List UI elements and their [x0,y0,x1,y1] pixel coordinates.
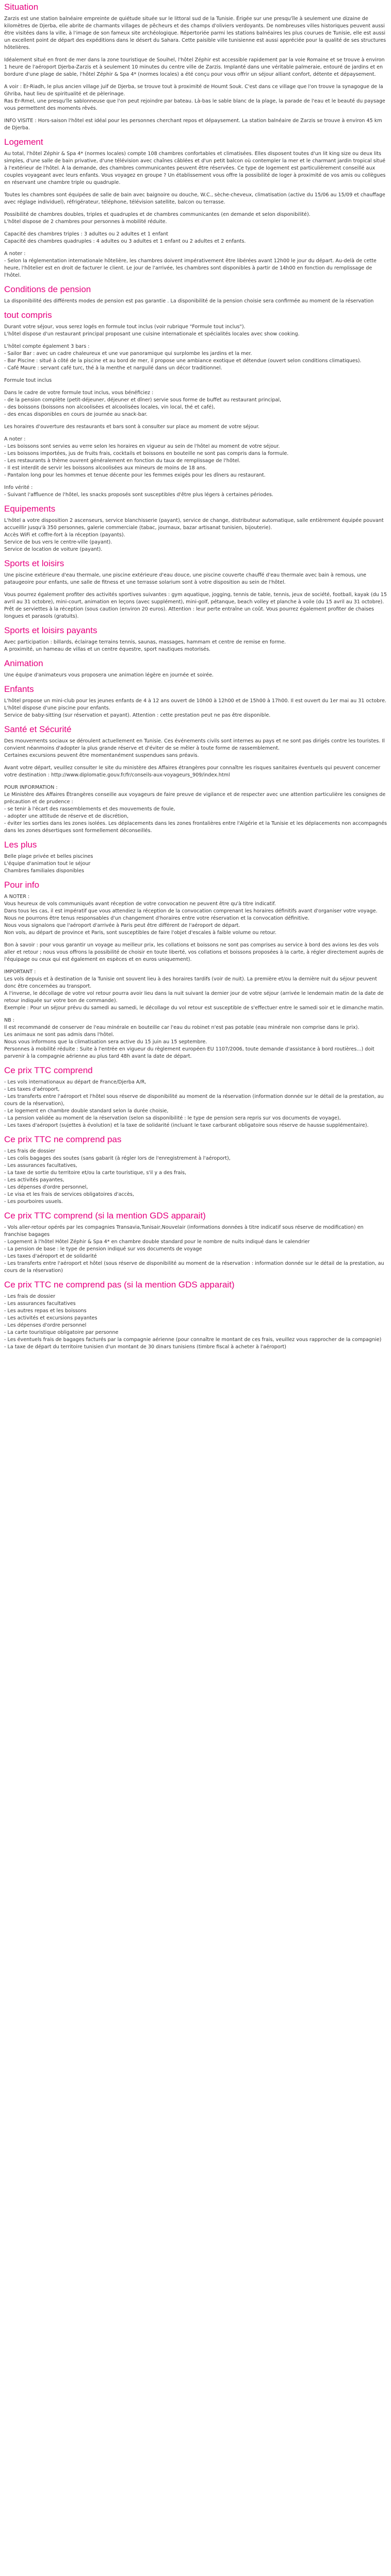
section-paragraph: L'hôtel propose un mini-club pour les jeunes enfants de 4 à 12 ans ouvert de 10h00 à 12h00 et de 15h00 à 17h00. Il est ouvert du 1er mai au 31 octobre. L'hôtel dispose d'une piscine pour enfants. Service de baby-sitting (sur réservation et payant). Attention : cette prestation peut ne pas être disponible. [4,698,387,718]
section-paragraph: Idéalement situé en front de mer dans la zone touristique de Souihel, l'hôtel Zéphir est accessible rapidement par la voie Romaine et se trouve à environ 1 heure de l'aéroport Djerba-Zarzis et à seulement 10 minutes du centre ville de Zarzis. Implanté dans une véritable palmeraie, entouré de jardins et en bordure d'une plage de sable, l'hôtel Zéphir & Spa 4* (normes locales) a été conçu pour vous offrir un séjour alliant confort, détente et dépaysement. [4,57,385,77]
section-paragraph: Avant votre départ, veuillez consulter le site du ministère des Affaires étrangères pour connaître les risques sanitaires éventuels qui peuvent concerner votre destination : http://www.diplomatie.gouv.fr/fr/conseils-aux-voyageurs_909/index.html [4,765,381,778]
section-paragraph: Les horaires d'ouverture des restaurants et bars sont à consulter sur place au moment de votre séjour. [4,424,260,430]
section-paragraph: Info vérité : - Suivant l'affluence de l'hôtel, les snacks proposés sont susceptibles d'être plus légers à certaines périodes. [4,485,273,498]
section-paragraph: Dans le cadre de votre formule tout inclus, vous bénéficiez : - de la pension complète (petit-déjeuner, déjeuner et dîner) servie sous forme de buffet au restaurant principal, - des boissons (boissons non alcoolisées et alcoolisées locales, vin local, thé et café), - des encas disponibles en cours de journée au snack-bar. [4,390,282,417]
section-paragraph: Des mouvements sociaux se déroulent actuellement en Tunisie. Ces événements civils sont internes au pays et ne sont pas dirigés contre les touristes. Il convient néanmoins d'adopter la plus grande réserve et d'éviter de se mêler à toute forme de rassemblement. Certaines excursions peuvent être momentanément suspendues sans préavis. [4,738,385,758]
section-enfants [4,684,387,719]
section-paragraph: La disponibilité des différents modes de pension est pas garantie . La disponibilité de la pension choisie sera confirmée au moment de la réservation [4,298,374,304]
section-logement [4,137,387,279]
section-paragraph: NB : Il est recommandé de conserver de l'eau minérale en bouteille car l'eau du robinet n'est pas potable (eau minérale non comprise dans le prix). Les animaux ne sont pas admis dans l'hôtel. Nous vous informons que la climatisation sera active du 15 juin au 15 septembre. Personnes à mobilité réduite : Suite à l'entrée en vigueur du règlement européen EU 1107/2006, toute demande d'assistance à bord routières...) doit parvenir à la compagnie aérienne au plus tard 48h avant la date de départ. [4,1018,374,1059]
section-paragraph: Durant votre séjour, vous serez logés en formule tout inclus (voir rubrique "Formule tout inclus"). L'hôtel dispose d'un restaurant principal proposant une cuisine internationale et spécialités locales avec show cooking. [4,324,300,337]
section-heading: Logement [4,137,43,147]
section-paragraph: L'hôtel a votre disposition 2 ascenseurs, service blanchisserie (payant), service de change, distributeur automatique, salle entièrement équipée pouvant accueillir jusqu'à 350 personnes, galerie commerciale (tabac, journaux, bazar artisanat tunisien, bijouterie). Accès WiFi et coffre-fort à la réception (payants). Service de bus vers le centre-ville (payant). Service de location de voiture (payant). [4,518,384,552]
section-paragraph: - Les frais de dossier - Les colis bagages des soutes (sans gabarit (à régler lors de l'enregistrement à l'aéroport), - Les assurances facultatives, - La taxe de sortie du territoire et/ou la carte touristique, s'il y a des frais, - Les activités payantes, - Les dépenses d'ordre personnel, - Le visa et les frais de services obligatoires d'accès, - Les pourboires usuels. [4,1148,231,1205]
section-heading: Ce prix TTC comprend [4,1065,93,1075]
section-heading: Situation [4,2,39,12]
section-paragraph: POUR INFORMATION : Le Ministère des Affaires Étrangères conseille aux voyageurs de faire preuve de vigilance et de respecter avec une attention particulière les consignes de précaution et de prudence : - se tenir à l'écart des rassemblements et des mouvements de foule, - adopter une attitude de réserve et de discrétion, - éviter les sorties dans les zones isolées. Les déplacements dans les zones frontalières entre l'Algérie et la Tunisie et les déplacements non accompagnés dans les zones désertiques sont formellement déconseillés. [4,785,387,834]
section-paragraph: A noter : - Les boissons sont servies au verre selon les horaires en vigueur au sein de l'hôtel au moment de votre séjour. - Les boissons importées, jus de fruits frais, cocktails et boissons en bouteille ne sont pas compris dans la formule. - Les restaurants à thème ouvrent généralement en fonction du taux de remplissage de l'hôtel. - Il est interdit de servir les boissons alcoolisées aux mineurs de moins de 18 ans. - Pantalon long pour les hommes et tenue décente pour les femmes exigés pour les dîners au restaurant. [4,436,289,478]
section-equipements [4,504,387,553]
section-heading: Sports et loisirs [4,558,64,568]
section-ce-prix-ttc-comprend [4,1065,387,1129]
section-paragraph: Zarzis est une station balnéaire empreinte de quiétude située sur le littoral sud de la Tunisie. Érigée sur une presqu'île à seulement une dizaine de kilomètres de Djerba, elle abrite de charmants villages de pêcheurs et des champs d'oliviers verdoyants. De nombreuses villes historiques peuvent aussi être visitées dans la ville, à l'image de son fameux site archéologique. Répertoriée parmi les stations balnéaires les plus courues de Tunisie, elle est aussi un excellent point de départ des expéditions dans le désert du Sahara. Cette paisible ville tunisienne est aussi appréciée pour la qualité de ses structures hôtelières. [4,16,386,50]
section-paragraph: A voir : Er-Riadh, le plus ancien village juif de Djerba, se trouve tout à proximité de Houmt Souk. C'est dans ce village que l'on trouve la synagogue de la Ghriba, haut lieu de spiritualité et de pèlerinage. Ras Er-Rmel, une presqu'île sablonneuse que l'on peut rejoindre par bateau. Là-bas le sable blanc de la plage, la parade de l'eau et le beauté du paysage vous permettent des moments rêvés. [4,84,385,111]
section-les-plus [4,840,387,875]
section-paragraph: Vous pourrez également profiter des activités sportives suivantes : gym aquatique, jogging, tennis de table, tennis, jeux de société, football, kayak (du 15 avril au 31 octobre), mini-court, animation en leçons (avec supplément), mini-golf, pétanque, beach volley et planche à voile (du 15 avril au 31 octobre). Prêt de serviettes à la réception (sous caution (environ 20 euros). Attention : leur perte entraîne un coût. Vous pourrez également profiter de chaises longues et parasols (gratuits). [4,592,387,619]
section-paragraph: Avec participation : billards, éclairage terrains tennis, saunas, massages, hammam et centre de remise en forme. A proximité, un hameau de villas et un centre équestre, sport nautiques motorisés. [4,639,286,652]
section-heading: tout compris [4,310,52,320]
section-paragraph: A NOTER : Vous heureux de vols communiqués avant réception de votre convocation ne peuvent être qu'à titre indicatif. Dans tous les cas, il est impératif que vous attendiez la réception de la convocation comprenant les horaires définitifs avant d'organiser votre voyage. Nous ne pourrons être tenus responsables d'un changement d'horaires entre votre réservation et la convocation définitive. Nous vous signalons que l'aéroport d'arrivée à Paris peut être différent de l'aéroport de départ. Non vols, au départ de province et Paris, sont susceptibles de faire l'objet d'escales à faible volume ou retour. [4,894,378,936]
section-heading: Ce prix TTC comprend (si la mention GDS apparait) [4,1211,206,1221]
section-sports-et-loisirs [4,558,387,620]
section-paragraph: Une piscine extérieure d'eau thermale, une piscine extérieure d'eau douce, une piscine couverte chauffé d'eau thermale avec bain à remous, une pataugeoire pour enfants, une salle de fitness et une terrasse solarium sont à votre disposition au sein de l'hôtel. [4,572,367,585]
section-paragraph: Une équipe d'animateurs vous proposera une animation légère en journée et soirée. [4,672,214,678]
section-paragraph: Formule tout inclus [4,378,52,383]
section-heading: Equipements [4,504,56,514]
section-heading: Ce prix TTC ne comprend pas (si la mention GDS apparait) [4,1280,235,1290]
section-paragraph: L'hôtel compte également 3 bars : - Sailor Bar : avec un cadre chaleureux et une vue panoramique qui surplombe les jardins et la mer. - Bar Piscine : situé à côté de la piscine et au bord de mer, il propose une ambiance exotique et détendue (ouvert selon conditions climatiques). - Café Maure : servant café turc, thé à la menthe et narguilé dans un décor traditionnel. [4,344,362,371]
section-paragraph: - Les vols internationaux au départ de France/Djerba A/R, - Les taxes d'aéroport, - Les transferts entre l'aéroport et l'hôtel sous réserve de disponibilité au moment de la réservation (information donnée sur le détail de la prestation, au cours de la réservation), - Le logement en chambre double standard selon la durée choisie, - La pension validée au moment de la réservation (selon sa disponibilité : le type de pension sera repris sur vos documents de voyage), - Les taxes d'aéroport (sujettes à évolution) et la taxe de solidarité (incluant le taxe carburant obligatoire sous réserve de hausse supplémentaire). [4,1079,384,1128]
section-heading: Animation [4,658,43,668]
section-situation [4,2,387,132]
section-paragraph: Bon à savoir : pour vous garantir un voyage au meilleur prix, les collations et boissons ne sont pas comprises au service à bord des avions les des vols aller et retour ; nous vous offrons la possibilité de choisir en toute liberté, vos collations et boissons proposées à la carte, à régler directement auprès de l'équipage ou ceux qui est également en espèces et en euros uniquement). [4,942,384,962]
section-ce-prix-ttc-ne-comprend-pas-si-la-mention-gds-apparait [4,1280,387,1351]
section-heading: Pour info [4,880,40,890]
section-paragraph: IMPORTANT : Les vols depuis et à destination de la Tunisie ont souvent lieu à des horaires tardifs (voir de nuit). La première et/ou la dernière nuit du séjour peuvent donc être concernées au transport. A l'inverse, le décollage de votre vol retour pourra avoir lieu dans la nuit suivant la dernier jour de votre séjour (arrivée le lendemain matin de la date de retour indiquée sur votre bon de commande). Exemple : Pour un séjour prévu du samedi au samedi, le décollage du vol retour est susceptible de s'effectuer entre le samedi soir et le dimanche matin. [4,969,384,1011]
section-paragraph: - Vols aller-retour opérés par les compagnies Transavia,Tunisair,Nouvelair (informations données à titre indicatif sous réserve de modification) en franchise bagages - Logement à l'hôtel Hôtel Zéphir & Spa 4* en chambre double standard pour le nombre de nuits indiqué dans le calendrier - La pension de base : le type de pension indiqué sur vos documents de voyage - Les taxes d'aéroport et de solidarité - Les transferts entre l'aéroport et hôtel (sous réserve de disponibilité au moment de la réservation : information donnée sur le détail de la prestation, au cours de la réservation) [4,1225,384,1274]
section-paragraph: - Les frais de dossier - Les assurances facultatives - Les autres repas et les boissons - Les activités et excursions payantes - Les dépenses d'ordre personnel - La carte touristique obligatoire par personne - Les éventuels frais de bagages facturés par la compagnie aérienne (pour connaître le montant de ces frais, veuillez vous rapprocher de la compagnie) - La taxe de départ du territoire tunisien d'un montant de 30 dinars tunisiens (timbre fiscal à acheter à l'aéroport) [4,1294,382,1350]
section-paragraph: A noter : - Selon la réglementation internationale hôtelière, les chambres doivent impérativement être libérées avant 12h00 le jour du départ. Au-delà de cette heure, l'hôtelier est en droit de facturer le client. Le jour de l'arrivée, les chambres sont disponibles à partir de 14h00 en fonction du remplissage de l'hôtel. [4,251,377,278]
section-animation [4,658,387,679]
section-heading: Les plus [4,840,37,850]
section-paragraph: Toutes les chambres sont équipées de salle de bain avec baignoire ou douche, W.C., sèche-cheveux, climatisation (active du 15/06 au 15/09 et chauffage avec réglage individuel), réfrigérateur, téléphone, télévision satellite, balcon ou terrasse. [4,192,385,205]
section-pour-info [4,880,387,1060]
section-heading: Santé et Sécurité [4,724,72,734]
section-heading: Ce prix TTC ne comprend pas [4,1134,122,1144]
section-paragraph: Belle plage privée et belles piscines L'équipe d'animation tout le séjour Chambres familiales disponibles [4,854,93,874]
section-ce-prix-ttc-ne-comprend-pas [4,1134,387,1206]
section-sports-et-loisirs-payants [4,625,387,653]
section-paragraph: Possibilité de chambres doubles, triples et quadruples et de chambres communicantes (en demande et selon disponibilité). L'hôtel dispose de 2 chambres pour personnes à mobilité réduite. [4,212,311,225]
section-paragraph: Au total, l'hôtel Zéphir & Spa 4* (normes locales) compte 108 chambres confortables et climatisées. Elles disposent toutes d'un lit king size ou deux lits simples, d'une salle de bain privative, d'une télévision avec chaînes câblées et d'un petit balcon où contempler la mer et le charmant jardin tropical situé à l'extérieur de l'hôtel. À la demande, des chambres communicantes peuvent être réservées. Ce type de logement est particulièrement conseillé aux couples voyageant avec leurs enfants. Vous voyagez en groupe ? Un établissement vous offre la possibilité de loger à proximité de vos amis ou collègues en réservant une chambre triple ou quadruple. [4,151,386,185]
section-conditions-de-pension [4,284,387,305]
section-tout-compris [4,310,387,499]
section-paragraph: INFO VISITE : Hors-saison l'hôtel est idéal pour les personnes cherchant repos et dépaysement. La station balnéaire de Zarzis se trouve à environ 45 km de Djerba. [4,118,382,131]
section-ce-prix-ttc-comprend-si-la-mention-gds-apparait [4,1211,387,1275]
section-paragraph: Capacité des chambres triples : 3 adultes ou 2 adultes et 1 enfant Capacité des chambres quadruples : 4 adultes ou 3 adultes et 1 enfant ou 2 adultes et 2 enfants. [4,231,246,244]
section-heading: Conditions de pension [4,284,91,294]
section-sante-et-securite [4,724,387,835]
section-heading: Enfants [4,684,34,694]
section-heading: Sports et loisirs payants [4,625,97,635]
